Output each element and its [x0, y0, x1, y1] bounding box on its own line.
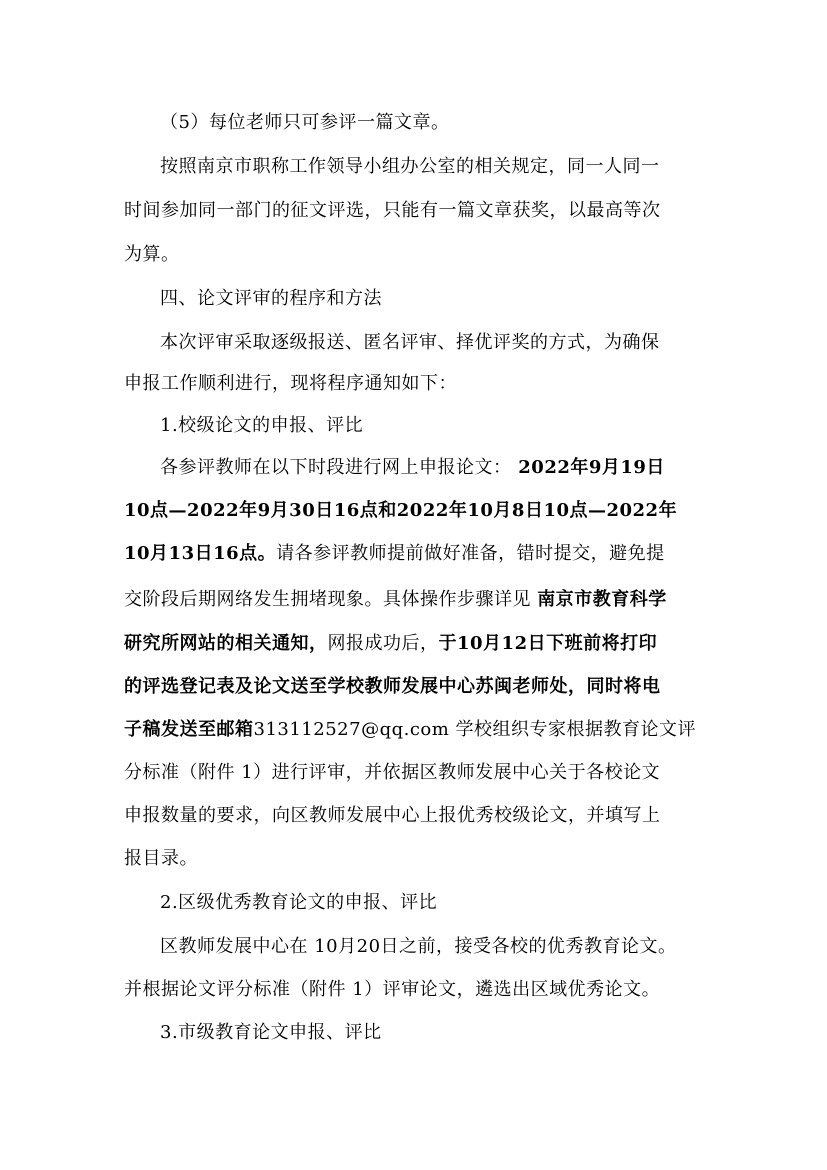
text-segment: 区教师发展中心在 10月20日之前，接受各校的优秀教育论文。: [160, 936, 677, 957]
text-line: [124, 542, 665, 566]
bold-text-segment: 于10月12日下班前将打印: [438, 633, 658, 654]
text-line: [124, 804, 661, 828]
text-line: [160, 287, 382, 311]
text-segment: 313112527@qq.com 学校组织专家根据教育论文评: [253, 719, 697, 740]
bold-text-segment: 研究所网站的相关通知，: [124, 633, 328, 654]
text-segment: 并根据论文评分标准（附件 1）评审论文，遴选出区域优秀论文。: [124, 979, 661, 1000]
text-segment: 交阶段后期网络发生拥堵现象。具体操作步骤详见: [124, 589, 538, 610]
bold-text-segment: 10月13日16点。: [124, 543, 277, 564]
section-heading: 四、论文评审的程序和方法: [160, 288, 382, 309]
subsection-heading: 1.校级论文的申报、评比: [160, 415, 364, 436]
text-segment: 申报数量的要求，向区教师发展中心上报优秀校级论文，并填写上: [124, 805, 661, 826]
text-segment: （5）每位老师只可参评一篇文章。: [160, 112, 450, 133]
text-line: [124, 199, 661, 223]
text-line: [124, 718, 696, 742]
text-line: [160, 1021, 382, 1045]
bold-text-segment: 2022年9月19日: [511, 457, 665, 478]
text-segment: 分标准（附件 1）进行评审，并依据区教师发展中心关于各校论文: [124, 762, 661, 783]
text-line: [124, 847, 198, 871]
text-line: [124, 588, 667, 612]
text-segment: 本次评审采取逐级报送、匿名评审、择优评奖的方式，为确保: [160, 332, 660, 353]
bold-text-segment: 的评选登记表及论文送至学校教师发展中心苏闽老师处，同时将电: [124, 676, 661, 697]
text-segment: 为算。: [124, 244, 180, 265]
text-segment: 报目录。: [124, 848, 198, 869]
text-line: [124, 978, 660, 1002]
text-segment: 申报工作顺利进行，现将程序通知如下：: [124, 373, 457, 394]
text-line: [160, 155, 660, 179]
text-line: [124, 632, 657, 656]
text-segment: 网报成功后，: [327, 633, 439, 654]
bold-text-segment: 10点—2022年9月30日16点和2022年10月8日10点—2022年: [124, 500, 678, 521]
text-line: [124, 243, 180, 267]
bold-text-segment: 南京市教育科学: [537, 589, 667, 610]
text-segment: 按照南京市职称工作领导小组办公室的相关规定，同一人同一: [160, 156, 660, 177]
subsection-heading: 2.区级优秀教育论文的申报、评比: [160, 892, 438, 913]
text-segment: 时间参加同一部门的征文评选，只能有一篇文章获奖，以最高等次: [124, 200, 661, 221]
text-line: [124, 761, 660, 785]
text-line: [124, 675, 661, 699]
text-line: [160, 891, 437, 915]
text-line: [124, 372, 457, 396]
text-segment: 请各参评教师提前做好准备，错时提交，避免提: [276, 543, 665, 564]
text-line: [160, 935, 677, 959]
text-line: [124, 499, 677, 523]
text-line: [160, 111, 449, 135]
text-line: [160, 456, 665, 480]
subsection-heading: 3.市级教育论文申报、评比: [160, 1022, 382, 1043]
bold-text-segment: 子稿发送至邮箱: [124, 719, 254, 740]
text-segment: 各参评教师在以下时段进行网上申报论文：: [160, 457, 512, 478]
text-line: [160, 414, 363, 438]
text-line: [160, 331, 660, 355]
